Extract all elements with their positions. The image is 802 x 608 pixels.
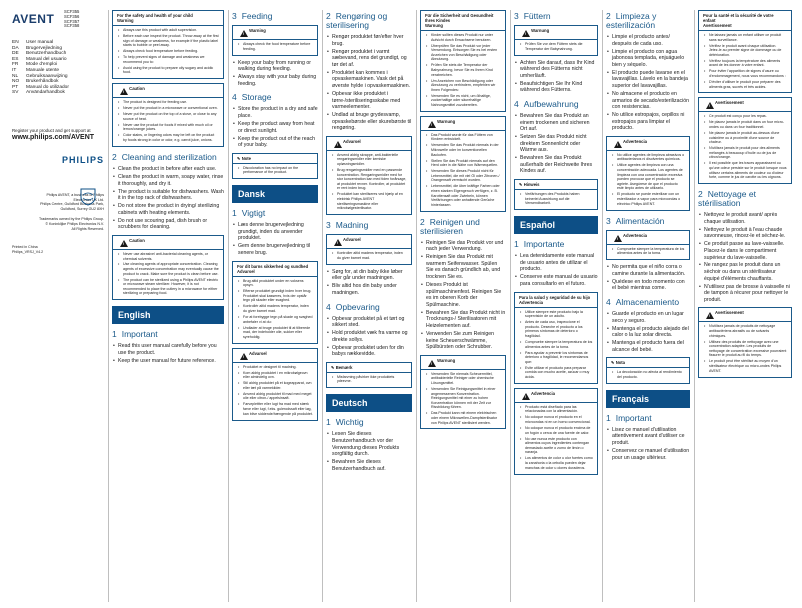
- important-list: • Læs denne brugervejledning grundigt, inden du anvender produktet. • Gem denne brugervejledning til senere brug.: [232, 222, 318, 256]
- warning-icon: [334, 141, 342, 148]
- warning-icon: [614, 141, 622, 148]
- section-heading: 3 Füttern: [514, 11, 551, 21]
- lang-row: NL Gebruiksaanwijzing: [12, 73, 68, 79]
- column-divider: [228, 10, 229, 602]
- storage-list: • Bewahren Sie das Produkt an einem trockenen und sicheren Ort auf. • Setzen Sie das Produkt nicht direktem Sonnenlicht oder Wärme aus. • Bewahren Sie das Produkt außerhalb der Reichweite Ihres Kindes auf.: [514, 113, 598, 175]
- model-number: SCF355: [64, 10, 80, 14]
- caution-header: ! Caution: [113, 236, 223, 250]
- safety-header: Para la salud y seguridad de su hijo Advertencia: [515, 293, 597, 308]
- model-number: SCF357: [64, 18, 80, 24]
- language-banner: Français: [606, 390, 690, 408]
- safety-header: Für die Sicherheit und Gesundheit Ihres Kindes Warnung: [421, 11, 505, 31]
- column-divider: [602, 10, 603, 602]
- cleaning-list: • Limpie el producto antes/ después de cada uso. • Limpie el producto con agua jabonosa templada, enjuáguelo bien y séquelo. • El producto puede lavarse en el lavavajillas. Lávelo en la bandeja superior del lavavajillas. • No almacene el producto en armarios de secado/esterilización con resistencias. • No utilice estropajos, cepillos ni estropajos para limpiar el producto.: [606, 34, 690, 132]
- warning-header: ! Advarsel: [327, 235, 411, 249]
- section-heading: 1 Wichtig: [326, 417, 364, 428]
- important-list: • Read this user manual carefully before you use the product. • Keep the user manual for future reference.: [112, 343, 224, 364]
- section-heading: 2 Limpieza y esterilización: [606, 11, 657, 30]
- model-list: [64, 10, 79, 29]
- warning-icon: [120, 88, 128, 95]
- feeding-list: • Keep your baby from running or walking during feeding. • Always stay with your baby during feeding.: [232, 60, 318, 88]
- philips-logo: PHILIPS: [61, 154, 104, 165]
- language-banner: Deutsch: [326, 394, 412, 412]
- safety-header: Pour la santé et la sécurité de votre enfant Avertissement: [699, 11, 791, 31]
- es-column: [606, 10, 690, 602]
- lang-row: NO Brukerhåndbok: [12, 79, 59, 85]
- caution-header: ! Avertissement: [699, 98, 791, 112]
- language-list: [12, 40, 104, 96]
- warning-icon: [614, 235, 622, 242]
- caution-header: ! Advarsel: [233, 349, 317, 363]
- section-heading: 3 Feeding: [232, 11, 273, 21]
- caution-list: • Verwenden Sie niemals Scheuermittel, antibakterielle Reiniger oder chemische Lösungsmittel. • Verwenden Sie Reinigungsmittel in einer angemessenen Konzentration. Reinigungsmittel mit einer zu hohen Konzentration können mit der Zeit zur Rissbildung führen. • Das Produkt kann mit einem elektrischen oder einem Mikrowellen-Dampfsterilisator von Philips AVENT sterilisiert werden.: [421, 370, 505, 429]
- section-heading: 2 Rengøring og sterilisering: [326, 11, 388, 30]
- caution-list: • No utilice agentes de limpieza abrasivos o antibacterianos ni disolventes químicos. • Utilice agentes de limpieza con una concentración adecuada. Los agentes de limpieza con una concentración excesiva pueden provocar que el producto se agriete. Asegúrese de que el producto esté limpio antes de utilizarlo. • El producto se puede esterilizar con un esterilizador a vapor para microondas o eléctrico Philips AVENT.: [607, 151, 689, 210]
- section-heading: 1 Importante: [514, 239, 565, 250]
- en-column-2: [232, 10, 318, 602]
- website-link[interactable]: www.philips.com/AVENT: [12, 133, 95, 141]
- note-text: • La decoloración no afecta al rendimiento del producto.: [607, 368, 689, 383]
- section-heading: 4 Storage: [232, 92, 272, 103]
- de-column-2: [514, 10, 598, 602]
- warning-text: • Compruebe siempre la temperatura de los alimentos antes de la toma.: [607, 245, 689, 260]
- storage-list: • Opbevar produktet på et tørt og sikkert sted. • Hold produktet væk fra varme og direkte sollys. • Opbevar produktet uden for din babys rækkevidde.: [326, 316, 412, 358]
- caution-list: • Ce produit est conçu pour les repas. • Ne placez jamais le produit dans un four micro-ondes ou dans un four traditionnel. • Ne placez jamais le produit au-dessus d'une cuisinière ou à proximité d'une source de chaleur. • N'utilisez jamais le produit pour des aliments mélangés à beaucoup d'huile ou de jus de citron/orange. • Il est possible que les traces apparaissent ou qu'une odeur persiste sur le produit lorsque vous utilisez certains aliments de couleur ou d'odeur forte, comme le jus de carotte ou les oignons.: [699, 112, 791, 183]
- language-banner: Dansk: [232, 185, 318, 203]
- section-heading: 3 Alimentación: [606, 215, 665, 226]
- section-heading: 2 Reinigen und sterilisieren: [420, 216, 480, 236]
- language-banner: English: [112, 306, 224, 324]
- note-icon: ✎: [611, 360, 615, 366]
- caution-list: • Producto está diseñado para las relacionadas con la alimentación. • No coloque nunca el producto en el microondas ni en un horno convencional. • No coloque nunca el producto encima de un fogón o cerca de una fuente de calor. • No use nunca este producto con alimentos cuyos ingredientes contengan demasiado aceite o zumo de limón o naranja. • Los alimentos de color u olor fuertes como la zanahoria o la cebolla pueden dejar manchas de color u olores duraderos.: [515, 403, 597, 474]
- column-divider: [108, 10, 109, 602]
- caution-header: ! Advertencia: [515, 389, 597, 403]
- warning-header: ! Warning: [233, 26, 317, 40]
- important-list: • Lisez ce manuel d'utilisation attentivement avant d'utiliser ce produit. • Conservez ce manuel d'utilisation pour un usage ultérieur.: [606, 427, 690, 461]
- safety-list: • Ne laissez jamais un enfant utiliser ce produit sans surveillance. • Vérifiez le produit avant chaque utilisation. Jetez-le au premier signe de dommage ou de détérioration. • Vérifiez toujours la température des aliments avant de les donner à votre enfant. • Pour éviter l'apparition de signes d'usure ou d'endommagement, nous vous recommandons : • D'éviter d'utiliser le produit pour préparer des aliments gras, sucrés et très acides.: [699, 31, 791, 92]
- column-divider: [510, 10, 511, 602]
- section-heading: 3 Madning: [326, 220, 369, 231]
- section-heading: 2 Cleaning and sterilization: [112, 152, 217, 162]
- note-text: • Discoloration has no impact on the performance of the product.: [233, 164, 317, 179]
- lang-row: DE Benutzerhandbuch: [12, 51, 67, 57]
- note-icon: ✎: [519, 182, 523, 188]
- warning-icon: [522, 393, 530, 400]
- caution-header: ! Advarsel: [327, 137, 411, 151]
- lang-row: IT Manuale utente: [12, 67, 60, 73]
- cleaning-list: • Reinigen Sie das Produkt vor und nach jeder Verwendung. • Reinigen Sie das Produkt mit warmem Seifenwasser. Spülen Sie es danach gründlich ab, und trocknen Sie es. • Dieses Produkt ist spülmaschinenfest. Reinigen Sie es im oberen Korb der Spülmaschine. • Bewahren Sie das Produkt nicht in Trocknungs-/ Sterilisatoren mit Heizelementen auf. • Verwenden Sie zum Reinigen keine Scheuerschwämme, Spülbürsten oder Schrubber.: [420, 240, 506, 351]
- caution-list: • Produktet er designet til madning. • Kom aldrig produktet i en mikrobølgeovn eller almindelig ovn. • Stil aldrig produktet på et kogeapparat, ovn eller tæt på varmekilder. • Anvend aldrig produktet til mad med meget olie eller citron-/ appelsinsaft. • Farveplettter eller lugt fra mad med stærk farve eller lugt, f.eks. gulerodssaft eller løg, kan blive siddende/hængende på produktet.: [233, 363, 317, 420]
- warning-icon: [334, 239, 342, 246]
- caution-list: • Das Produkt wurde für das Füttern von Kindern entwickelt. • Verwenden Sie das Produkt niemals in der Mikrowelle oder im konventionellen Backofen. • Stellen Sie das Produkt niemals auf den Herd oder in die Nähe von Wärmequellen. • Verwenden Sie dieses Produkt nicht für Lebensmittel, die mit viel Öl oder Zitronen-/ Orangensaft vermischt wurden. • Lebensmittel, die über kräftige Farben oder einen starken Eigengeruch verfügen, z. B. Karottensaft oder Zwiebeln, können Verfärbungen oder anhaltende Gerüche hinterlassen.: [421, 131, 505, 211]
- warning-text: • Prüfen Sie vor dem Füttern stets die Temperatur der Babynahrung.: [515, 40, 597, 55]
- en-column-1: [112, 10, 224, 602]
- lang-row: EN User manual: [12, 40, 54, 45]
- column-divider: [416, 10, 417, 602]
- trademarks: Trademarks owned by the Philips Group. © Koninklijke Philips Electronics N.V. All Rights Reserved.: [39, 217, 104, 231]
- philips-shield-icon: [80, 188, 96, 211]
- section-heading: 2 Nettoyage et stérilisation: [698, 189, 756, 209]
- feeding-list: • No permita que el niño corra o camine durante la alimentación. • Quédese en todo momento con el bebé mientras come.: [606, 264, 690, 292]
- warning-header: ! Warnung: [515, 26, 597, 40]
- warning-header: ! Advertencia: [607, 231, 689, 245]
- safety-header: For dit barns sikkerhed og sundhed Advarsel: [233, 262, 317, 277]
- lang-row: SV Användarhandbok: [12, 90, 65, 96]
- section-heading: 1 Vigtigt: [232, 208, 266, 219]
- fr-column: [698, 10, 792, 602]
- caution-list: • Anvend aldrig skrappe, anti-bakterielle rengøringsmidler eller kemiske opløsningsmidler. • Brug rengøringsmidler med en passende koncentration. Rengøringsmidler med for stor koncentration kan med tiden forårsage, at produktet revner. Kontroller, at produktet er rent inden brug. • Produktet kan steriliseres ved hjælp af en elektrisk Philips AVENT steriliseringsmaskine eller mikrobølgesterilisator.: [327, 151, 411, 214]
- warning-text: • Always check the food temperature before feeding.: [233, 40, 317, 55]
- de-column-1: [420, 10, 506, 602]
- lang-row: DA Brugervejledning: [12, 45, 63, 51]
- print-info: Printed in China Philips_VRSJ_V4.2: [12, 245, 44, 254]
- warning-icon: [428, 121, 436, 128]
- caution-header: ! Warnung: [421, 356, 505, 370]
- storage-list: • Store the product in a dry and safe place. • Keep the product away from heat or direct sunlight. • Keep the product out of the reach of your baby.: [232, 106, 318, 148]
- register-text: Register your product and get support at: [12, 127, 91, 133]
- company-address: Philips AVENT, a business of Philips Electronics UK Ltd. Philips Centre, Guildford Business Park, Guildford, Surrey GU2 8XH: [40, 192, 104, 211]
- feeding-list: • Sørg for, at din baby ikke løber eller går under madningen. • Bliv altid hos din baby under madningen.: [326, 269, 412, 297]
- section-heading: 1 Important: [606, 412, 652, 423]
- section-heading: 4 Almacenamiento: [606, 296, 680, 307]
- section-heading: 4 Aufbewahrung: [514, 98, 579, 109]
- column-divider: [322, 10, 323, 602]
- lang-row: FR Mode d'emploi: [12, 62, 58, 68]
- safety-list: • Utilice siempre este producto bajo la supervisión de un adulto. • Antes de cada uso, inspeccione el producto. Deseche el producto a los primeros síntomas de deterioro o fragilidad. • Compruebe siempre la temperatura de los alimentos antes de la toma. • Para ayudar a prevenir los síntomas de deterioro o fragilidad, le recomendamos que: • Evite utilizar el producto para preparar comida con mucho aceite, azúcar o muy ácida.: [515, 308, 597, 383]
- important-list: • Lea detenidamente este manual de usuario antes de utilizar el producto. • Conserve este manual de usuario para consultarlo en el futuro.: [514, 253, 598, 287]
- cleaning-list: • Rengør produktet før/efter hver brug. • Rengør produktet i varmt sæbevand, rens det grundigt, og tør det af. • Produktet kan kommes i opvaskemaskinen. Vask det på øverste hylde i opvaskemaskinen. • Opbevar ikke produktet i tørre-/steriliseringsskabe med varmeelementer. • Undlad at bruge grydesvamp, opvaskebørste eller skurebørste til rengøring.: [326, 34, 412, 132]
- warning-icon: [120, 240, 128, 247]
- note-header: ✎ Nota: [607, 358, 689, 368]
- lang-row: ES Manual del usuario: [12, 56, 67, 62]
- caution-list: • The product is designed for feeding use. • Never put the product in a microwave or conventional oven. • Never put the product on the top of a stove, or close to any source of heat. • Never use the product for foods if mixed with much oil or lemon/orange juices. • Color stains, or lingering odors may be left on the product by foods strong in color or odor, e.g. carrot juice, onions.: [113, 98, 223, 146]
- warning-icon: [240, 30, 248, 37]
- storage-list: • Guarde el producto en un lugar seco y seguro. • Mantenga el producto alejado del calor o la luz solar directa. • Mantenga el producto fuera del alcance del bebé.: [606, 311, 690, 353]
- model-number: SCF356: [64, 13, 80, 19]
- note-header: ✎ Note: [233, 154, 317, 164]
- cleaning-list: • Clean the product in before after each use. • Clean the product in warm, soapy water, rinse it thoroughly, and dry it. • The product is suitable for dishwashers. Wash it in the top rack of dishwashers. • Do not store the product in drying/ sterilizing cabinets with heating elements. • Do not use scouring pad, dish brush or scrubbers for cleaning.: [112, 166, 224, 231]
- da-column: [326, 10, 412, 602]
- cleaning-list: • Nettoyez le produit avant/ après chaque utilisation. • Nettoyez le produit à l'eau chaude savonneuse, rincez-le et séchez-le. • Ce produit passe au lave-vaisselle. Placez-le dans le compartiment supérieur du lave-vaisselle. • Ne rangez pas le produit dans un sèchoir ou dans un stérilisateur équipé d'éléments chauffants. • N'utilisez pas de brosse à vaisselle ni de tampon à récurer pour nettoyer le produit.: [698, 212, 792, 303]
- avent-logo: AVENT: [12, 12, 55, 26]
- safety-list: • Always use this product with adult supervision. • Before each use inspect the product. Throw away at the first sign of damage or weakness, for example if the plastic label starts to bubble or peel away. • Always check food temperature before feeding. • To help prevent signs of damage and weakness we recommend you to: • Avoid using the product to prepare oily sugary and acidic food.: [113, 26, 223, 78]
- column-divider: [694, 10, 695, 602]
- lang-row: PT Manual do utilizador: [12, 84, 69, 90]
- important-list: • Lesen Sie dieses Benutzerhandbuch vor der Verwendung dieses Produkts sorgfältig durch. • Bewahren Sie dieses Benutzerhandbuch auf.: [326, 431, 412, 472]
- caution-list: • Never use abrasive/ anti-bacterial cleaning agents, or chemical solvents. • Use cleaning agents of appropriate concentration. Cleaning agents of excessive concentration may eventually cause the product to crack. Make sure the product is clean before use. • The product can be sterilized using a Philips AVENT electric or microwave steam sterilizer. However, it is not recommended to place the cutlery in a microwave for either sterilizing or preparing food.: [113, 250, 223, 300]
- caution-list: • N'utilisez jamais de produits de nettoyage antibactériens abrasifs ou de solvants chimiques. • Utilisez des produits de nettoyage avec une concentration adaptée. Les produits de nettoyage de concentration excessive pourraient fissurer le produit au fil du temps. • Le produit peut être stérilisé au moyen d'un stérilisateur électrique ou micro-ondes Philips AVENT.: [699, 322, 791, 376]
- section-heading: 1 Important: [112, 329, 158, 340]
- note-icon: ✎: [331, 364, 335, 370]
- warning-icon: [706, 312, 714, 319]
- caution-header: ! Avertissement: [699, 308, 791, 322]
- warning-icon: [522, 30, 530, 37]
- safety-list: • Brug altid produktet under en voksens opsyn. • Efterse produktet grundigt inden hver brug. Produktet skal kasseres, hvis der opstår tegn på skader eller svaghed. • Kontrollér altid madens temperatur, inden du giver barnet mad. • For at forebygge tegn på skade og svaghed anbefaler vi at du: • Undlader at bruge produktet til at tilberede mad, der indeholder olie, sukker eller syreholdig.: [233, 277, 317, 343]
- model-number: SCF358: [64, 23, 80, 29]
- caution-header: ! Advertencia: [607, 137, 689, 151]
- feeding-list: • Achten Sie darauf, dass Ihr Kind während des Fütterns nicht umherläuft. • Beaufsichtigen Sie Ihr Kind während des Fütterns.: [514, 60, 598, 94]
- note-header: ✎ Bemærk: [327, 363, 411, 373]
- warning-icon: [240, 353, 248, 360]
- safety-list: • Kinder sollten dieses Produkt nur unter Aufsicht durch Erwachsene benutzen. • Überprüfen Sie das Produkt vor jeder Verwendung. Entsorgen Sie es bei ersten Anzeichen von Beschädigung oder Abnutzung. • Prüfen Sie stets die Temperatur der Babynahrung, bevor Sie es Ihrem Kind verabreichen. • Um Anzeichen von Beschädigung oder Abnutzung zu verhindern, empfehlen wir Ihnen Folgendes: • Verwenden Sie es nicht, um ölhaltige, zuckerhaltige oder säurehaltige Nahrungsmittel zuzubereiten.: [421, 31, 505, 111]
- section-heading: 4 Opbevaring: [326, 301, 380, 312]
- safety-header: For the safety and health of your child Warning: [113, 11, 223, 26]
- note-icon: ✎: [237, 155, 241, 161]
- caution-header: ! Warnung: [421, 117, 505, 131]
- warning-icon: [428, 360, 436, 367]
- caution-header: ! Caution: [113, 84, 223, 98]
- warning-icon: [706, 102, 714, 109]
- note-text: • Verfärbungen des Produkts haben keinerlei Auswirkung auf die Verwendbarkeit.: [515, 190, 597, 209]
- cover-column: [12, 10, 104, 602]
- note-header: ✎ Hinweis: [515, 180, 597, 190]
- language-banner: Español: [514, 216, 598, 234]
- warning-text: • Kontroller altid madens temperatur, inden du giver barnet mad.: [327, 249, 411, 264]
- note-text: • Misfarvning påvirker ikke produktets ydeevne.: [327, 373, 411, 388]
